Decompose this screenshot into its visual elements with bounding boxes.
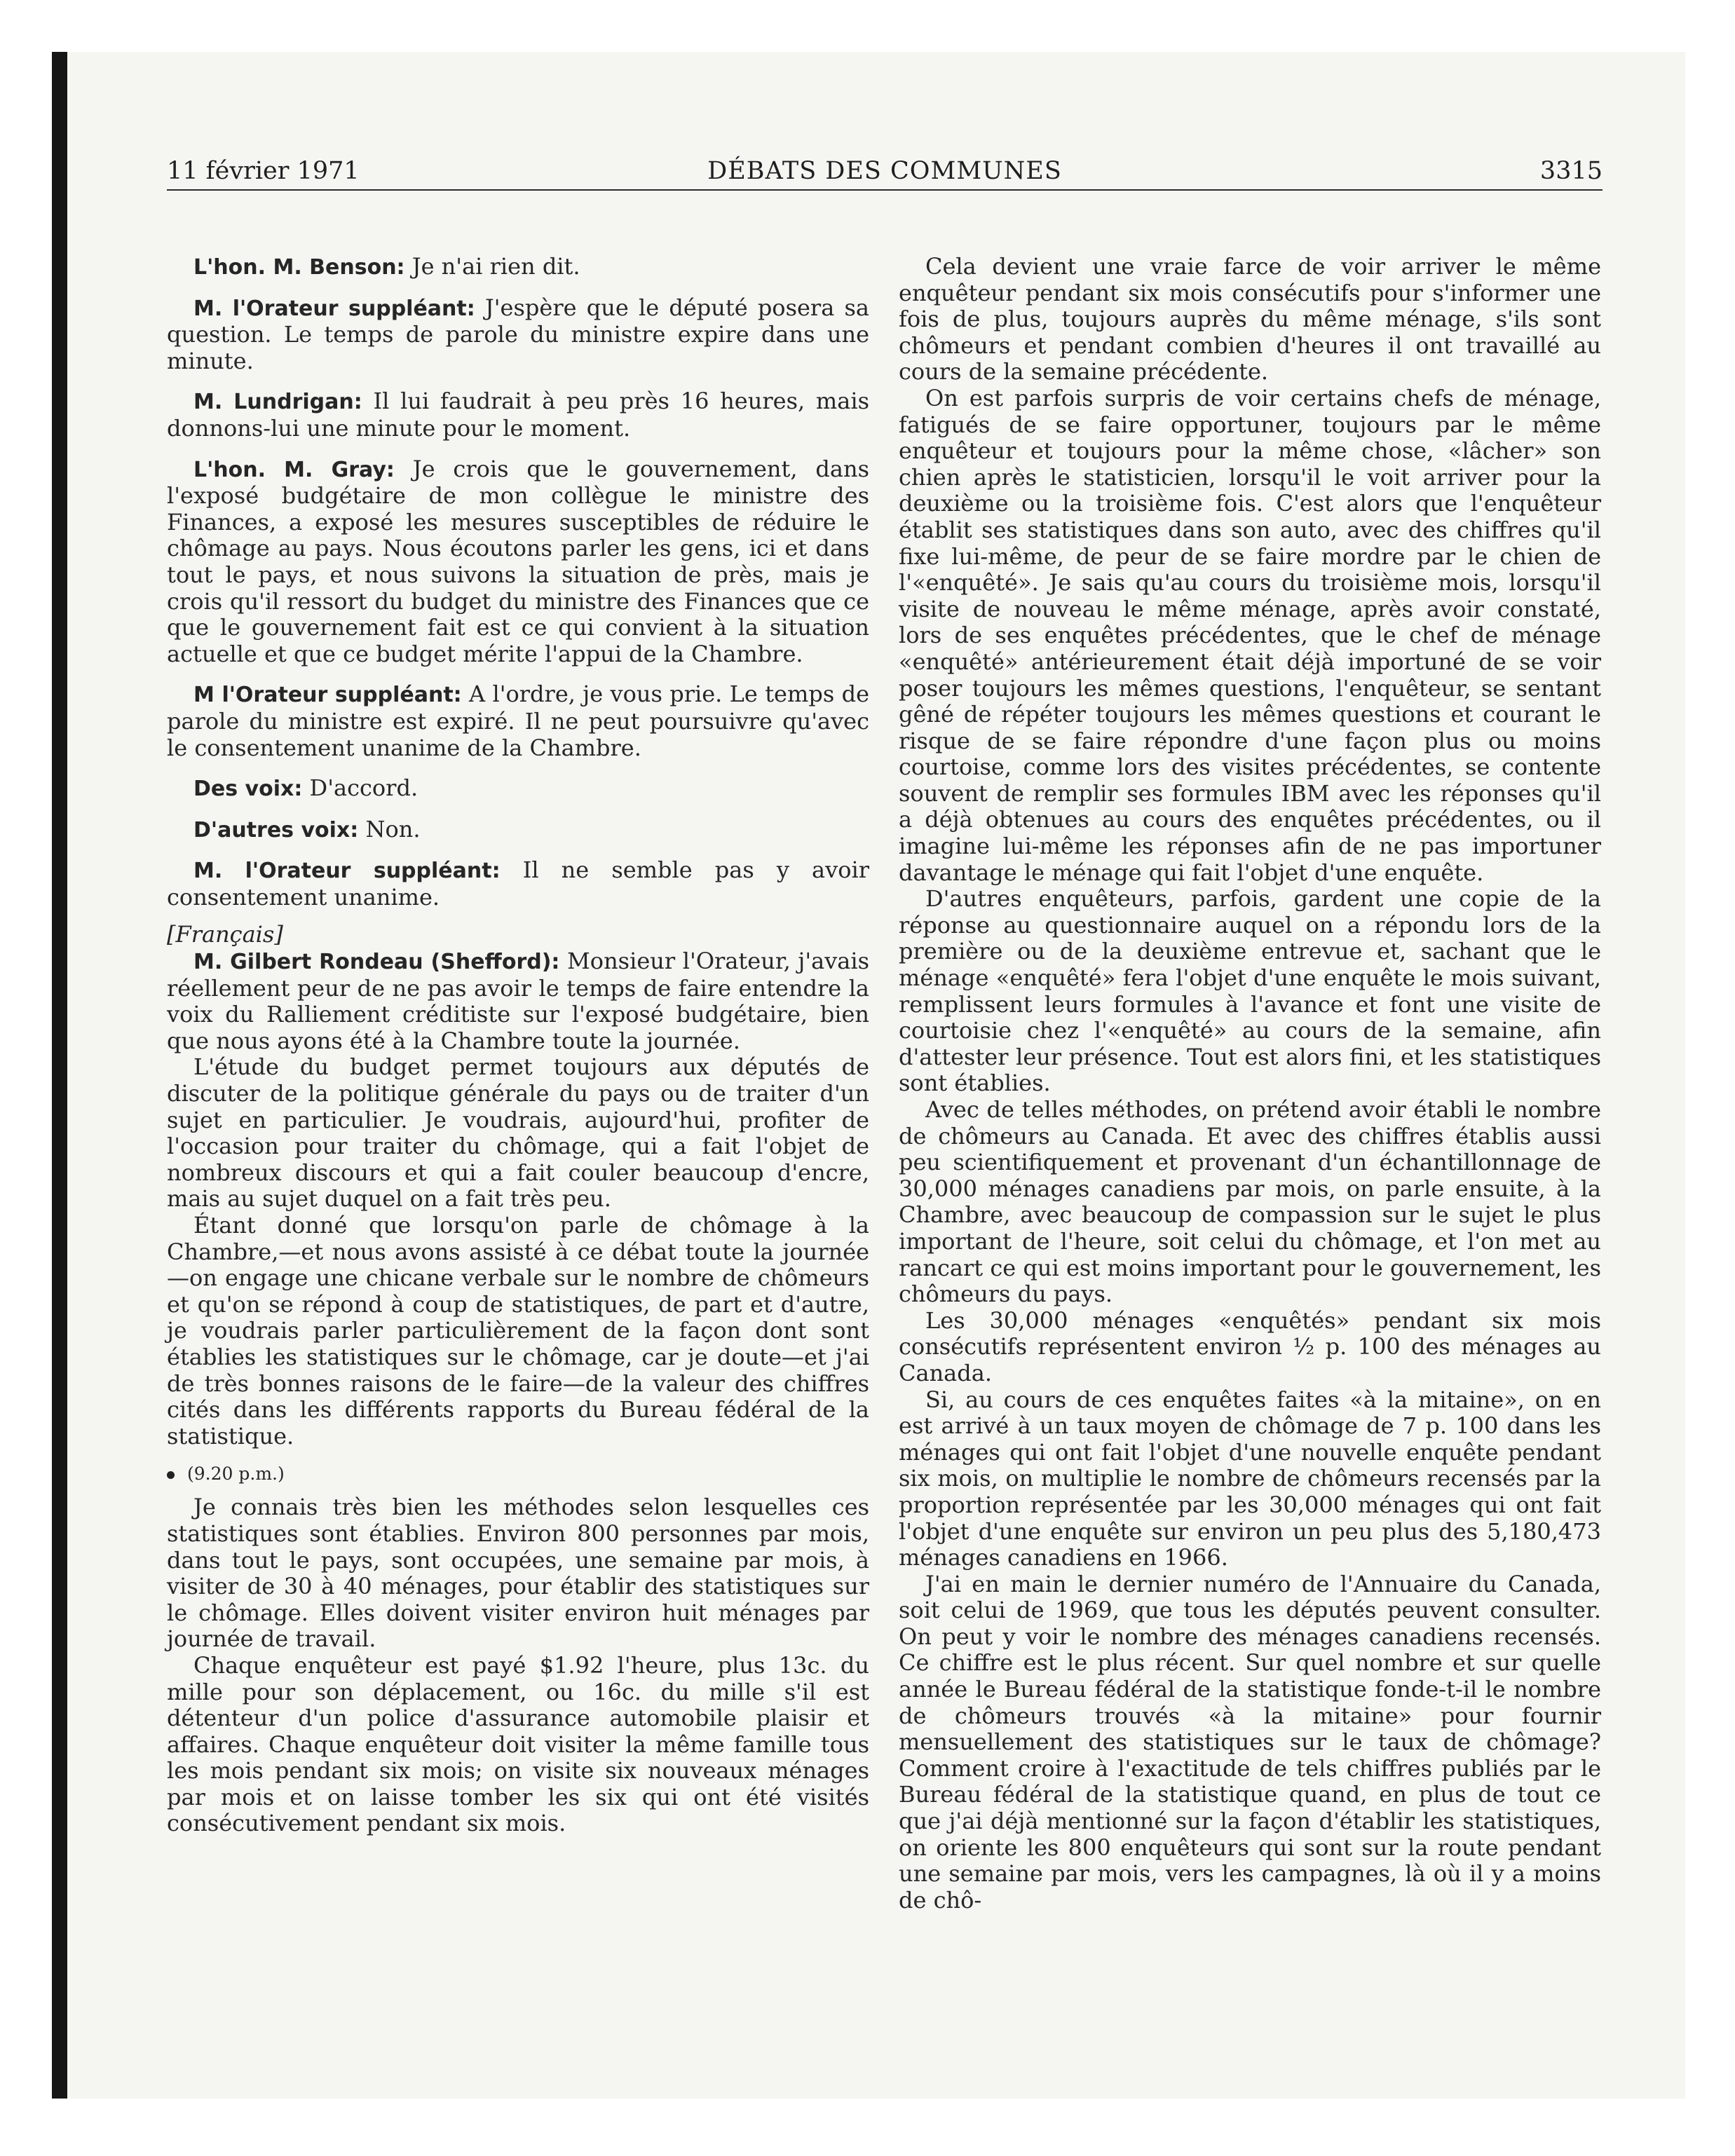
language-note: [Français] — [167, 921, 283, 948]
speech-paragraph — [167, 295, 869, 375]
body-paragraph: Avec de telles méthodes, on prétend avoir établi le nombre de chômeurs au Canada. Et avec des chiffres établis aussi peu scientifiquement et provenant d'un échantillonnage de 30,000 ménages canadiens par mois, on parle ensuite, à la Chambre, avec beaucoup de compassion sur le sujet le plus important de l'heure, soit celui du chômage, et l'on met au rancart ce qui est moins important pour le gouvernement, les chômeurs du pays. — [899, 1096, 1601, 1308]
time-stamp: (9.20 p.m.) — [187, 1464, 285, 1485]
speech-paragraph — [167, 388, 869, 442]
body-paragraph: L'étude du budget permet toujours aux députés de discuter de la politique générale du pays ou de traiter d'un sujet en particulier. Je voudrais, aujourd'hui, profiter de l'occasion pour traiter du chômage, qui a fait l'objet de nombreux discours et qui a fait couler beaucoup d'encre, mais au sujet duquel on a fait très peu. — [167, 1053, 869, 1213]
header-title: DÉBATS DES COMMUNES — [707, 157, 1062, 185]
speaker-name: L'hon. M. Gray: — [193, 457, 395, 482]
speaker-name: Des voix: — [193, 777, 303, 802]
header-page-number: 3315 — [1539, 157, 1603, 185]
speech-paragraph — [167, 948, 869, 1054]
speaker-name: M. l'Orateur suppléant: — [193, 296, 475, 321]
speech-text: J'espère que le député posera sa question. Le temps de parole du ministre expire dans une minute. — [167, 294, 869, 374]
body-paragraph: Cela devient une vraie farce de voir arriver le même enquêteur pendant six mois consécutifs pour s'informer une fois de plus, toujours auprès du même ménage, s'ils sont chômeurs et pendant combien d'heures il ont travaillé au cours de la semaine précédente. — [899, 253, 1601, 386]
binding-edge — [52, 52, 67, 2099]
speech-text: Il ne semble pas y avoir consentement unanime. — [167, 857, 869, 910]
speech-text: Je n'ai rien dit. — [404, 253, 580, 280]
speech-paragraph — [167, 817, 869, 844]
body-paragraph: Étant donné que lorsqu'on parle de chômage à la Chambre,—et nous avons assisté à ce débat toute la journée—on engage une chicane verbale sur le nombre de chômeurs et qu'on se répond à coup de statistiques, de part et d'autre, je voudrais parler particulièrement de la façon dont sont établies les statistiques sur le chômage, car je doute—et j'ai de très bonnes raisons de le faire—de la valeur des chiffres cités dans les différents rapports du Bureau fédéral de la statistique. — [167, 1212, 869, 1449]
speaker-name: D'autres voix: — [193, 817, 359, 842]
speech-paragraph — [167, 857, 869, 910]
speech-text: Je crois que le gouvernement, dans l'exposé budgétaire de mon collègue le ministre des Finances, a exposé les mesures susceptibles de réduire le chômage au pays. Nous écoutons parler les gens, ici et dans tout le pays, et nous suivons la situation de près, mais je crois qu'il ressort du budget du ministre des Finances que ce que le gouvernement fait est ce qui convient à la situation actuelle et que ce budget mérite l'appui de la Chambre. — [167, 455, 869, 667]
speech-text: Il lui faudrait à peu près 16 heures, mais donnons-lui une minute pour le moment. — [167, 388, 869, 442]
speaker-name: M. Lundrigan: — [193, 390, 362, 415]
speech-text: Monsieur l'Orateur, j'avais réellement peur de ne pas avoir le temps de faire entendre la voix du Ralliement créditiste sur l'exposé budgétaire, bien que nous ayons été à la Chambre toute la journée. — [167, 948, 870, 1054]
body-paragraph: Si, au cours de ces enquêtes faites «à la mitaine», on en est arrivé à un taux moyen de chômage de 7 p. 100 dans les ménages qui ont fait l'objet d'une nouvelle enquête pendant six mois, on multiplie le nombre de chômeurs recensés par la proportion représentée par les 30,000 ménages qui ont fait l'objet d'une enquête sur environ un peu plus des 5,180,473 ménages canadiens en 1966. — [899, 1386, 1601, 1571]
body-paragraph: Les 30,000 ménages «enquêtés» pendant six mois consécutifs représentent environ ½ p. 100 des ménages au Canada. — [899, 1306, 1601, 1386]
speech-text: Non. — [358, 815, 421, 842]
body-paragraph: On est parfois surpris de voir certains chefs de ménage, fatigués de se faire opportuner, toujours par le même enquêteur et toujours pour la même chose, «lâcher» son chien après le statisticien, lorsqu'il le voit arriver pour la deuxième ou la troisième fois. C'est alors que l'enquêteur établit ses statistiques dans son auto, avec des chiffres qu'il fixe lui-même, de peur de se faire mordre par le chien de l'«enquêté». Je sais qu'au cours du troisième mois, lorsqu'il visite de nouveau le même ménage, après avoir constaté, lors de ses enquêtes précédentes, que le chef de ménage «enquêté» antérieurement était déjà importuné de se voir poser toujours les mêmes questions, l'enquêteur, se sentant gêné de répéter toujours les mêmes questions et courant le risque de se faire répondre d'une façon plus ou moins courtoise, comme lors des visites précédentes, se contente souvent de remplir ses formules IBM avec les réponses qu'il a déjà obtenues au cours des enquêtes précédentes, ou il imagine lui-même les réponses afin de ne pas importuner davantage le ménage qui fait l'objet d'une enquête. — [899, 384, 1601, 886]
speech-text: A l'ordre, je vous prie. Le temps de parole du ministre est expiré. Il ne peut poursuivre qu'avec le consentement unanime de la Chambre. — [167, 681, 870, 761]
speaker-name: L'hon. M. Benson: — [193, 255, 405, 280]
left-column — [167, 254, 869, 1837]
speaker-name: M. l'Orateur suppléant: — [193, 859, 501, 884]
body-paragraph: Chaque enquêteur est payé $1.92 l'heure, plus 13c. du mille pour son déplacement, ou 16c. du mille s'il est détenteur d'un police d'assurance automobile plaisir et affaires. Chaque enquêteur doit visiter la même famille tous les mois pendant six mois; on visite six nouveaux ménages par mois et on laisse tomber les six qui ont été visités consécutivement pendant six mois. — [167, 1651, 869, 1837]
speaker-name: M. Gilbert Rondeau (Shefford): — [193, 950, 560, 975]
body-paragraph: J'ai en main le dernier numéro de l'Annuaire du Canada, soit celui de 1969, que tous les députés peuvent consulter. On peut y voir le nombre des ménages canadiens recensés. Ce chiffre est le plus récent. Sur quel nombre et sur quelle année le Bureau fédéral de la statistique fonde-t-il le nombre de chômeurs trouvés «à la mitaine» pour fournir mensuellement des statistiques sur le taux de chômage? Comment croire à l'exactitude de tels chiffres publiés par le Bureau fédéral de la statistique quand, en plus de tout ce que j'ai déjà mentionné sur la façon d'établir les statistiques, on oriente les 800 enquêteurs qui sont sur la route pendant une semaine par mois, vers les campagnes, là où il y a moins de chô- — [899, 1570, 1601, 1913]
speech-paragraph — [167, 681, 869, 761]
speech-text: D'accord. — [302, 775, 419, 802]
time-stamp-line — [167, 1464, 869, 1485]
speaker-name: M l'Orateur suppléant: — [193, 683, 462, 708]
body-paragraph: Je connais très bien les méthodes selon lesquelles ces statistiques sont établies. Environ 800 personnes par mois, dans tout le pays, sont occupées, une semaine par mois, à visiter de 30 à 40 ménages, pour établir des statistiques sur le chômage. Elles doivent visiter environ huit ménages par journée de travail. — [167, 1494, 869, 1653]
header-date: 11 février 1971 — [167, 157, 360, 185]
speech-paragraph — [167, 254, 869, 281]
speech-paragraph — [167, 456, 869, 668]
page-header — [167, 153, 1603, 191]
body-paragraph: D'autres enquêteurs, parfois, gardent une copie de la réponse au questionnaire auquel on a répondu lors de la première ou de la deuxième entrevue et, sachant que le ménage «enquêté» fera l'objet d'une enquête le mois suivant, remplissent leurs formules à l'avance et font une visite de courtoisie chez l'«enquêté» au cours de la semaine, afin d'attester leur présence. Tout est alors fini, et les statistiques sont établies. — [899, 885, 1601, 1097]
speech-paragraph — [167, 775, 869, 803]
right-column — [899, 254, 1601, 1913]
bullet-icon — [167, 1471, 175, 1479]
